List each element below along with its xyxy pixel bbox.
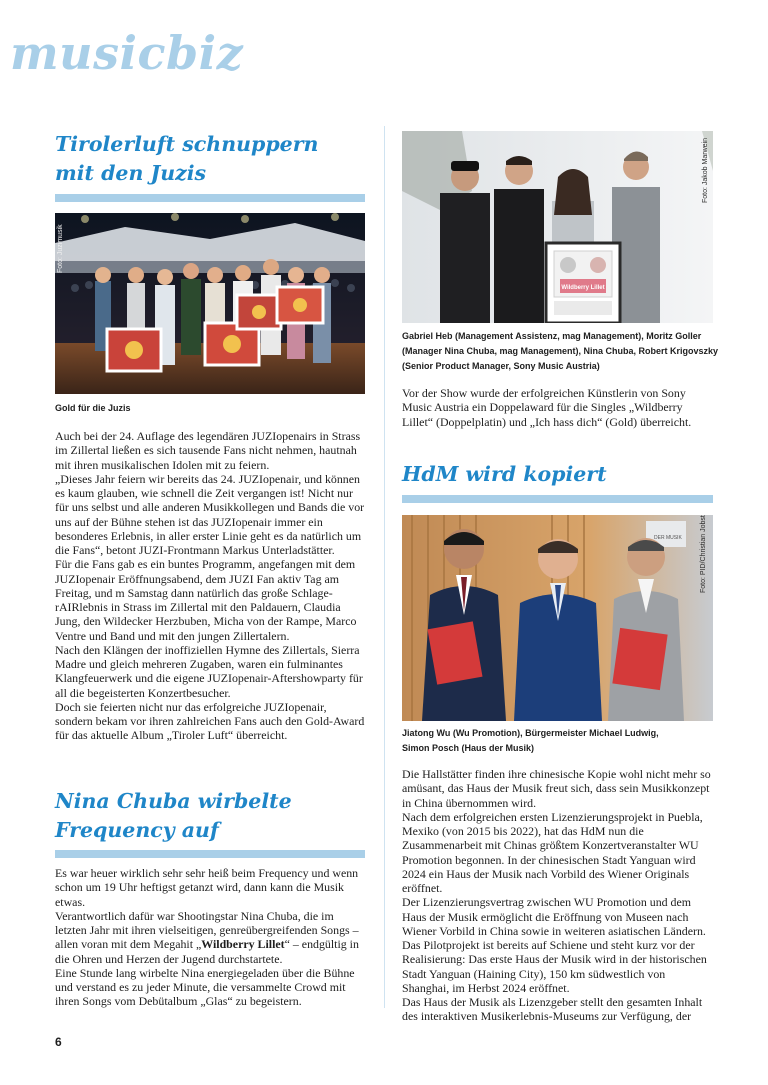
- headline-juzis: [55, 130, 365, 188]
- photo-caption: [402, 726, 722, 756]
- paragraph: Doch sie feierten nicht nur das erfolgreiche JUZIopenair, sondern bekam vor ihren zahlreichen Fans auch den Gold-Award für das aktuelle Album „Tiroler Luft“ überreicht.: [55, 699, 365, 743]
- wall-sign-text: DER MUSIK: [654, 535, 682, 541]
- paragraph: Nach dem erfolgreichen ersten Lizenzierungsprojekt in Puebla, Mexiko (von 2015 bis 2022), hat das HdM nun die Zusammenarbeit mit Chinas größtem Konzertveranstalter WU Promotion begonnen. In der chinesischen Stadt Yanguan wird 2024 ein Haus der Musik nach Vorbild des Wiener Originals eröffnet.: [402, 809, 703, 895]
- text-span: “ – endgültig in die Ohren und Herzen der Jugend durchstartete.: [55, 937, 359, 966]
- paragraph: Das Haus der Musik als Lizenzgeber stellt den gesamten Inhalt des interaktiven Musikerlebnis-Museums zur Verfügung, der: [402, 995, 703, 1024]
- photo-credit: Foto: Jakob Marwein: [702, 138, 709, 203]
- article-body-hdm: [402, 767, 713, 1024]
- text-span: Verantwortlich dafür war Shootingstar Nina Chuba, die im letzten Jahr mit ihren vielseitigen, genreübergreifenden Songs – allen voran mit dem Megahit „: [55, 908, 359, 952]
- award-plaque-text: Wildberry Lillet: [561, 285, 605, 291]
- headline-line: mit den Juzis: [55, 161, 207, 185]
- paragraph: Vor der Show wurde der erfolgreichen Künstlerin von Sony Music Austria ein Doppelaward für die Singles „Wildberry Lillet“ (Doppelplatin) und „Ich hass dich“ (Gold) überreicht.: [402, 386, 692, 429]
- paragraph: Auch bei der 24. Auflage des legendären JUZIopenairs in Strass im Zillertal ließen es sich tausende Fans nicht nehmen, hautnah mit ihren musikalischen Idolen mit zu feiern.: [55, 429, 361, 472]
- caption-line: Jiatong Wu (Wu Promotion), Bürgermeister Michael Ludwig,: [402, 728, 659, 738]
- photo-juzis-stage: [55, 213, 365, 394]
- paragraph: Die Hallstätter finden ihre chinesische Kopie wohl nicht mehr so amüsant, das Haus der Musik freut sich, dass sein Musikkonzept in China übernommen wird.: [402, 767, 711, 810]
- caption-line: Gabriel Heb (Management Assistenz, mag Management), Moritz Goller: [402, 331, 702, 341]
- headline-line: Nina Chuba wirbelte: [55, 789, 292, 813]
- paragraph: Nach den Klängen der inoffiziellen Hymne des Zillertals, Sierra Madre und gleich mehreren Zugaben, waren ein fulminantes Klangfeuerwerk und die eigene JUZIopenair-Aftershowparty für all die begeisterten Konzertbesucher.: [55, 642, 363, 700]
- paragraph: Für die Fans gab es ein buntes Programm, angefangen mit dem JUZIopenair Eröffnungsabend, dem JUZI Fan aktiv Tag am Freitag, und m Samstag dann natürlich das große Schlage-rAIRlebnis in Strass im Zillertal mit den Paldauern, Claudia Jung, den Wildecker Herzbuben, Micha von der Rampe, Marco Ventre und Band und mit den jungen Zillertalern.: [55, 557, 357, 643]
- headline-line: Tirolerluft schnuppern: [55, 132, 319, 156]
- song-title: Wildberry Lillet: [201, 937, 285, 952]
- photo-caption: [402, 329, 722, 374]
- caption-line: Simon Posch (Haus der Musik): [402, 743, 535, 753]
- headline-bar: [402, 495, 713, 503]
- headline-bar: [55, 850, 365, 858]
- photo-credit: Foto: Juzimusik: [57, 224, 64, 273]
- paragraph: [55, 909, 365, 966]
- paragraph: Es war heuer wirklich sehr sehr heiß beim Frequency und wenn schon um 19 Uhr heftigst getanzt wird, dann kann die Musik etwas.: [55, 866, 359, 909]
- article-body-award: [402, 386, 713, 429]
- paragraph: Der Lizenzierungsvertrag zwischen WU Promotion und dem Haus der Musik ermöglicht die Eröffnung von Museen nach Wiener Vorbild in China sowie in weiteren asiatischen Ländern. Das Pilotprojekt ist bereits auf Schiene und steht kurz vor der Realisierung: Das erste Haus der Musik wird in der historischen Stadt Yanguan (Haining City), 150 km südwestlich von Shanghai, im Herbst 2024 eröffnet.: [402, 895, 707, 995]
- paragraph: „Dieses Jahr feiern wir bereits das 24. JUZIopenair, und können es kaum glauben, wie schnell die Zeit vergangen ist! Nicht nur für uns selbst und alle anderen Musikkollegen und Bands die vor uns auf der Bühne stehen ist das JUZIopenair immer ein besonderes Erlebnis, in aller erster Linie geht es da natürlich um die Fans“, betont JUZI-Frontmann Markus Unterladstätter.: [55, 471, 365, 557]
- caption-line: (Manager Nina Chuba, mag Management), Nina Chuba, Robert Krigovszky: [402, 346, 719, 356]
- article-body-juzis: [55, 429, 365, 743]
- photo-caption: Gold für die Juzis: [55, 403, 131, 413]
- caption-line: (Senior Product Manager, Sony Music Austria): [402, 361, 600, 371]
- column-divider: [384, 126, 385, 1008]
- page-number: 6: [55, 1035, 62, 1049]
- headline-hdm: HdM wird kopiert: [402, 462, 607, 486]
- photo-hdm-officials: [402, 515, 713, 721]
- headline-line: Frequency auf: [55, 818, 219, 842]
- headline-bar: [55, 194, 365, 202]
- headline-nina-chuba: [55, 787, 365, 845]
- photo-nina-chuba-award: [402, 131, 713, 323]
- masthead: musicbiz: [10, 26, 244, 80]
- paragraph: Eine Stunde lang wirbelte Nina energiegeladen über die Bühne und verstand es zu jeder Minute, die versammelte Crowd mit ihren Songs vom Debütalbum „Glas“ zu begeistern.: [55, 965, 355, 1009]
- article-body-nina-chuba: [55, 866, 365, 1009]
- photo-credit: Foto: PID/Christian Jobst: [700, 515, 707, 593]
